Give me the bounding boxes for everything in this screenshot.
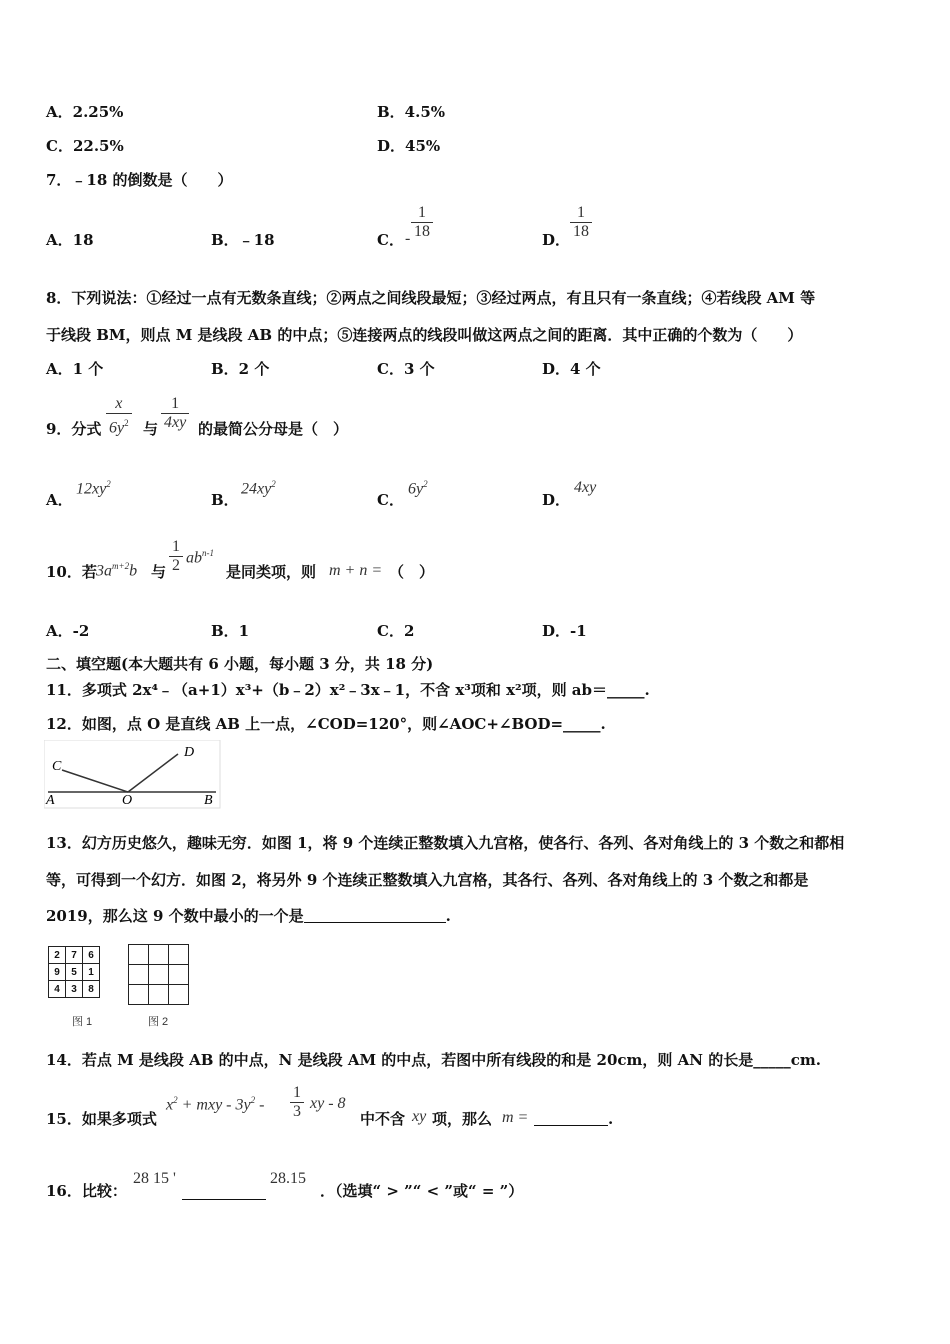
q7-option-c-label: C． <box>377 231 404 249</box>
grid-row <box>49 947 100 964</box>
q6-option-a: A．2.25% <box>46 103 124 121</box>
grid-cell: 8 <box>83 981 100 998</box>
q8-option-b: B．2 个 <box>211 360 270 378</box>
grid-cell: 1 <box>83 964 100 981</box>
q10-prefix: 10．若 <box>46 563 97 581</box>
q7-option-d-label: D． <box>542 231 571 249</box>
q8-option-a: A．1 个 <box>46 360 104 378</box>
q15-suffix: 项，那么 <box>432 1110 493 1128</box>
q15-answer: . <box>534 1109 613 1129</box>
q12-figure <box>44 740 224 810</box>
q10-end: （ ） <box>389 563 435 581</box>
q10-f-denominator: 2 <box>169 556 183 575</box>
q13-line3: 2019，那么这 9 个数中最小的一个是 . <box>46 907 451 925</box>
magic-square-figure-2 <box>128 944 189 1005</box>
q7-option-c-fraction <box>411 204 433 241</box>
grid-cell <box>149 965 169 985</box>
grid-cell <box>149 985 169 1005</box>
q7-c-numerator: 1 <box>418 204 426 221</box>
q13-answer-blank[interactable] <box>304 908 446 923</box>
q10-suffix: 是同类项，则 <box>226 563 317 581</box>
grid-row <box>49 964 100 981</box>
q9-f2-numerator: 1 <box>171 395 180 412</box>
label-o: O <box>122 793 133 808</box>
grid-cell <box>169 945 189 965</box>
grid-row <box>49 981 100 998</box>
label-a: A <box>46 793 55 808</box>
grid-cell: 3 <box>66 981 83 998</box>
grid-cell: 2 <box>49 947 66 964</box>
q9-f1-denominator: 6y <box>109 419 125 437</box>
magic-square-figure-1 <box>48 946 100 998</box>
grid-cell: 7 <box>66 947 83 964</box>
grid-cell <box>169 985 189 1005</box>
grid-cell <box>169 965 189 985</box>
figure-2-caption: 图 2 <box>148 1016 169 1028</box>
q9-prefix: 9．分式 <box>46 420 102 438</box>
figure-1-caption: 图 1 <box>72 1016 93 1028</box>
q7-option-b: B．﹣18 <box>211 231 275 249</box>
q10-term-2: $ab^{n-1}$ <box>186 548 214 567</box>
q15-fraction <box>290 1084 304 1121</box>
q8-option-d: D．4 个 <box>542 360 601 378</box>
grid-cell: 5 <box>66 964 83 981</box>
q10-f-numerator: 1 <box>172 538 180 555</box>
q9-option-b-label: B． <box>211 491 239 509</box>
q15-expression-b: xy - 8 <box>310 1095 346 1112</box>
q15-expression-a: $x^2$ + mxy - $3y^2$ - <box>166 1095 265 1114</box>
q8-line2: 于线段 BM，则点 M 是线段 AB 的中点；⑤连接两点的线段叫做这两点之间的距离．其中正确的个数为（ ） <box>46 326 803 344</box>
q16-right-value: 28.15 <box>270 1170 306 1187</box>
q9-f1-numerator: x <box>115 395 123 412</box>
q7-option-c-sign: - <box>405 230 411 247</box>
q9-fraction-1 <box>106 395 132 437</box>
q9-fraction-2 <box>161 395 189 432</box>
grid-cell <box>129 985 149 1005</box>
q7-option-d-fraction <box>570 204 592 241</box>
q7-d-numerator: 1 <box>577 204 585 221</box>
q9-f2-denominator: 4xy <box>164 414 187 431</box>
q7-stem: 7．﹣18 的倒数是（ ） <box>46 171 233 189</box>
q15-f-denominator: 3 <box>290 1102 304 1121</box>
q7-option-a: A．18 <box>46 231 94 249</box>
q15-term: xy <box>412 1108 427 1125</box>
q12-text: 12．如图，点 O 是直线 AB 上一点，∠COD=120°，则∠AOC+∠BOD=_____. <box>46 715 606 733</box>
q10-mid: 与 <box>151 563 167 581</box>
q9-option-a: $12xy^2$ <box>76 479 111 498</box>
q8-line1: 8．下列说法：①经过一点有无数条直线；②两点之间线段最短；③经过两点，有且只有一条直线；④若线段 AM 等 <box>46 289 816 307</box>
q9-option-d-label: D． <box>542 491 571 509</box>
q14-text: 14．若点 M 是线段 AB 的中点，N 是线段 AM 的中点，若图中所有线段的和是 20cm，则 AN 的长是_____cm. <box>46 1051 821 1069</box>
q10-fraction <box>169 538 183 575</box>
grid-cell <box>149 945 169 965</box>
q7-d-denominator: 18 <box>570 222 592 241</box>
q13-line2: 等，可得到一个幻方．如图 2，将另外 9 个连续正整数填入九宫格，其各行、各列、各对角线上的 3 个数之和都是 <box>46 871 809 889</box>
q13-line1: 13．幻方历史悠久，趣味无穷．如图 1，将 9 个连续正整数填入九宫格，使各行、各列、各对角线上的 3 个数之和都相 <box>46 834 845 852</box>
section-2-heading: 二、填空题(本大题共有 6 小题，每小题 3 分，共 18 分) <box>46 655 434 673</box>
q6-option-c: C．22.5% <box>46 137 124 155</box>
grid-cell <box>129 945 149 965</box>
q9-f1-exponent: 2 <box>124 418 129 428</box>
q9-suffix: 的最简公分母是（ ） <box>198 420 349 438</box>
q16-left-value: 28 15 ' <box>133 1170 176 1187</box>
ray-oc <box>62 770 128 792</box>
q10-option-c: C．2 <box>377 622 415 640</box>
label-b: B <box>204 793 213 808</box>
q15-answer-blank[interactable] <box>534 1111 608 1126</box>
q15-f-numerator: 1 <box>293 1084 301 1101</box>
q15-m-equals: m = <box>502 1109 529 1126</box>
q16-prefix: 16．比较： <box>46 1182 127 1200</box>
label-d: D <box>184 745 195 760</box>
grid-cell: 4 <box>49 981 66 998</box>
q16-suffix: ．（选填“ > ”“ < ”或“ = ”） <box>320 1182 524 1200</box>
q9-option-c: $6y^2$ <box>408 479 428 498</box>
q9-option-a-label: A． <box>46 491 73 509</box>
q9-mid: 与 <box>143 420 159 438</box>
q10-option-d: D．-1 <box>542 622 587 640</box>
q9-option-b: $24xy^2$ <box>241 479 276 498</box>
grid-cell: 9 <box>49 964 66 981</box>
q11-text: 11．多项式 2x⁴﹣（a+1）x³+（b﹣2）x²﹣3x﹣1，不含 x³项和 x²项，则 ab＝_____. <box>46 681 650 699</box>
q9-option-c-label: C． <box>377 491 404 509</box>
q10-option-b: B．1 <box>211 622 250 640</box>
q16-answer-blank[interactable] <box>182 1185 266 1200</box>
q15-mid: 中不含 <box>360 1110 406 1128</box>
label-c: C <box>52 759 62 774</box>
q10-term-1: $3a^{m+2}b$ <box>96 561 138 580</box>
q10-option-a: A．-2 <box>46 622 90 640</box>
q6-option-d: D．45% <box>377 137 441 155</box>
grid-cell <box>129 965 149 985</box>
q9-option-d: 4xy <box>574 479 597 496</box>
q7-c-denominator: 18 <box>411 222 433 241</box>
q15-prefix: 15．如果多项式 <box>46 1110 157 1128</box>
ray-od <box>128 754 178 792</box>
q8-option-c: C．3 个 <box>377 360 435 378</box>
q6-option-b: B．4.5% <box>377 103 446 121</box>
grid-cell: 6 <box>83 947 100 964</box>
q10-expression: m + n = <box>329 562 383 579</box>
